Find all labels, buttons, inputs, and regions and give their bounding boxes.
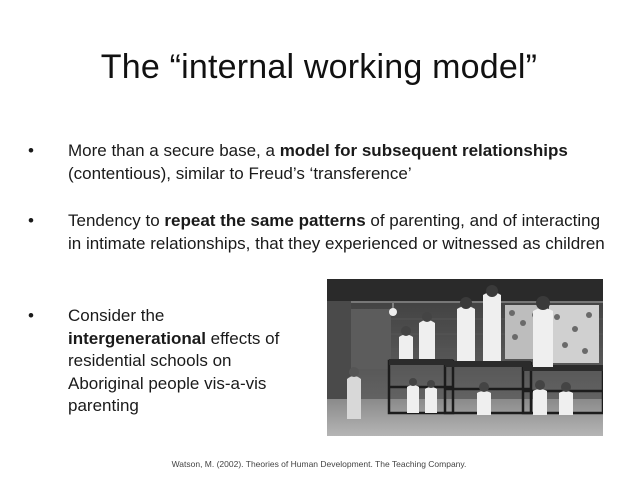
residential-school-photo — [327, 279, 603, 436]
bullet-text — [68, 305, 298, 418]
bullet-marker: • — [28, 306, 34, 325]
bullet-text-emphasis: repeat the same patterns — [164, 211, 366, 230]
bullet-marker: • — [28, 211, 34, 230]
slide-title: The “internal working model” — [100, 48, 538, 86]
bullet-text — [68, 210, 612, 255]
bullet-text-part: effects of residential schools on Aboriginal people vis-a-vis parenting — [68, 328, 280, 415]
bullet-text — [68, 140, 602, 185]
bullet-item-1 — [22, 140, 602, 185]
bullet-text-part: Tendency to — [68, 211, 165, 230]
bullet-text-part: of parenting, and of interacting in intimate relationships, that they experienced or witnessed as children — [68, 211, 605, 253]
bullet-item-3 — [22, 305, 322, 418]
bullet-marker: • — [28, 141, 34, 160]
bullet-text-emphasis: model for subsequent relationships — [279, 141, 568, 160]
bullet-text-part: (contentious), similar to Freud’s ‘transference’ — [68, 163, 412, 183]
bullet-text-emphasis: intergenerational — [68, 328, 206, 348]
bullet-text-part: Consider the — [68, 306, 165, 325]
bullet-item-2 — [22, 210, 612, 255]
citation: Watson, M. (2002). Theories of Human Development. The Teaching Company. — [171, 459, 467, 469]
bullet-text-part: More than a secure base, a — [68, 141, 280, 160]
